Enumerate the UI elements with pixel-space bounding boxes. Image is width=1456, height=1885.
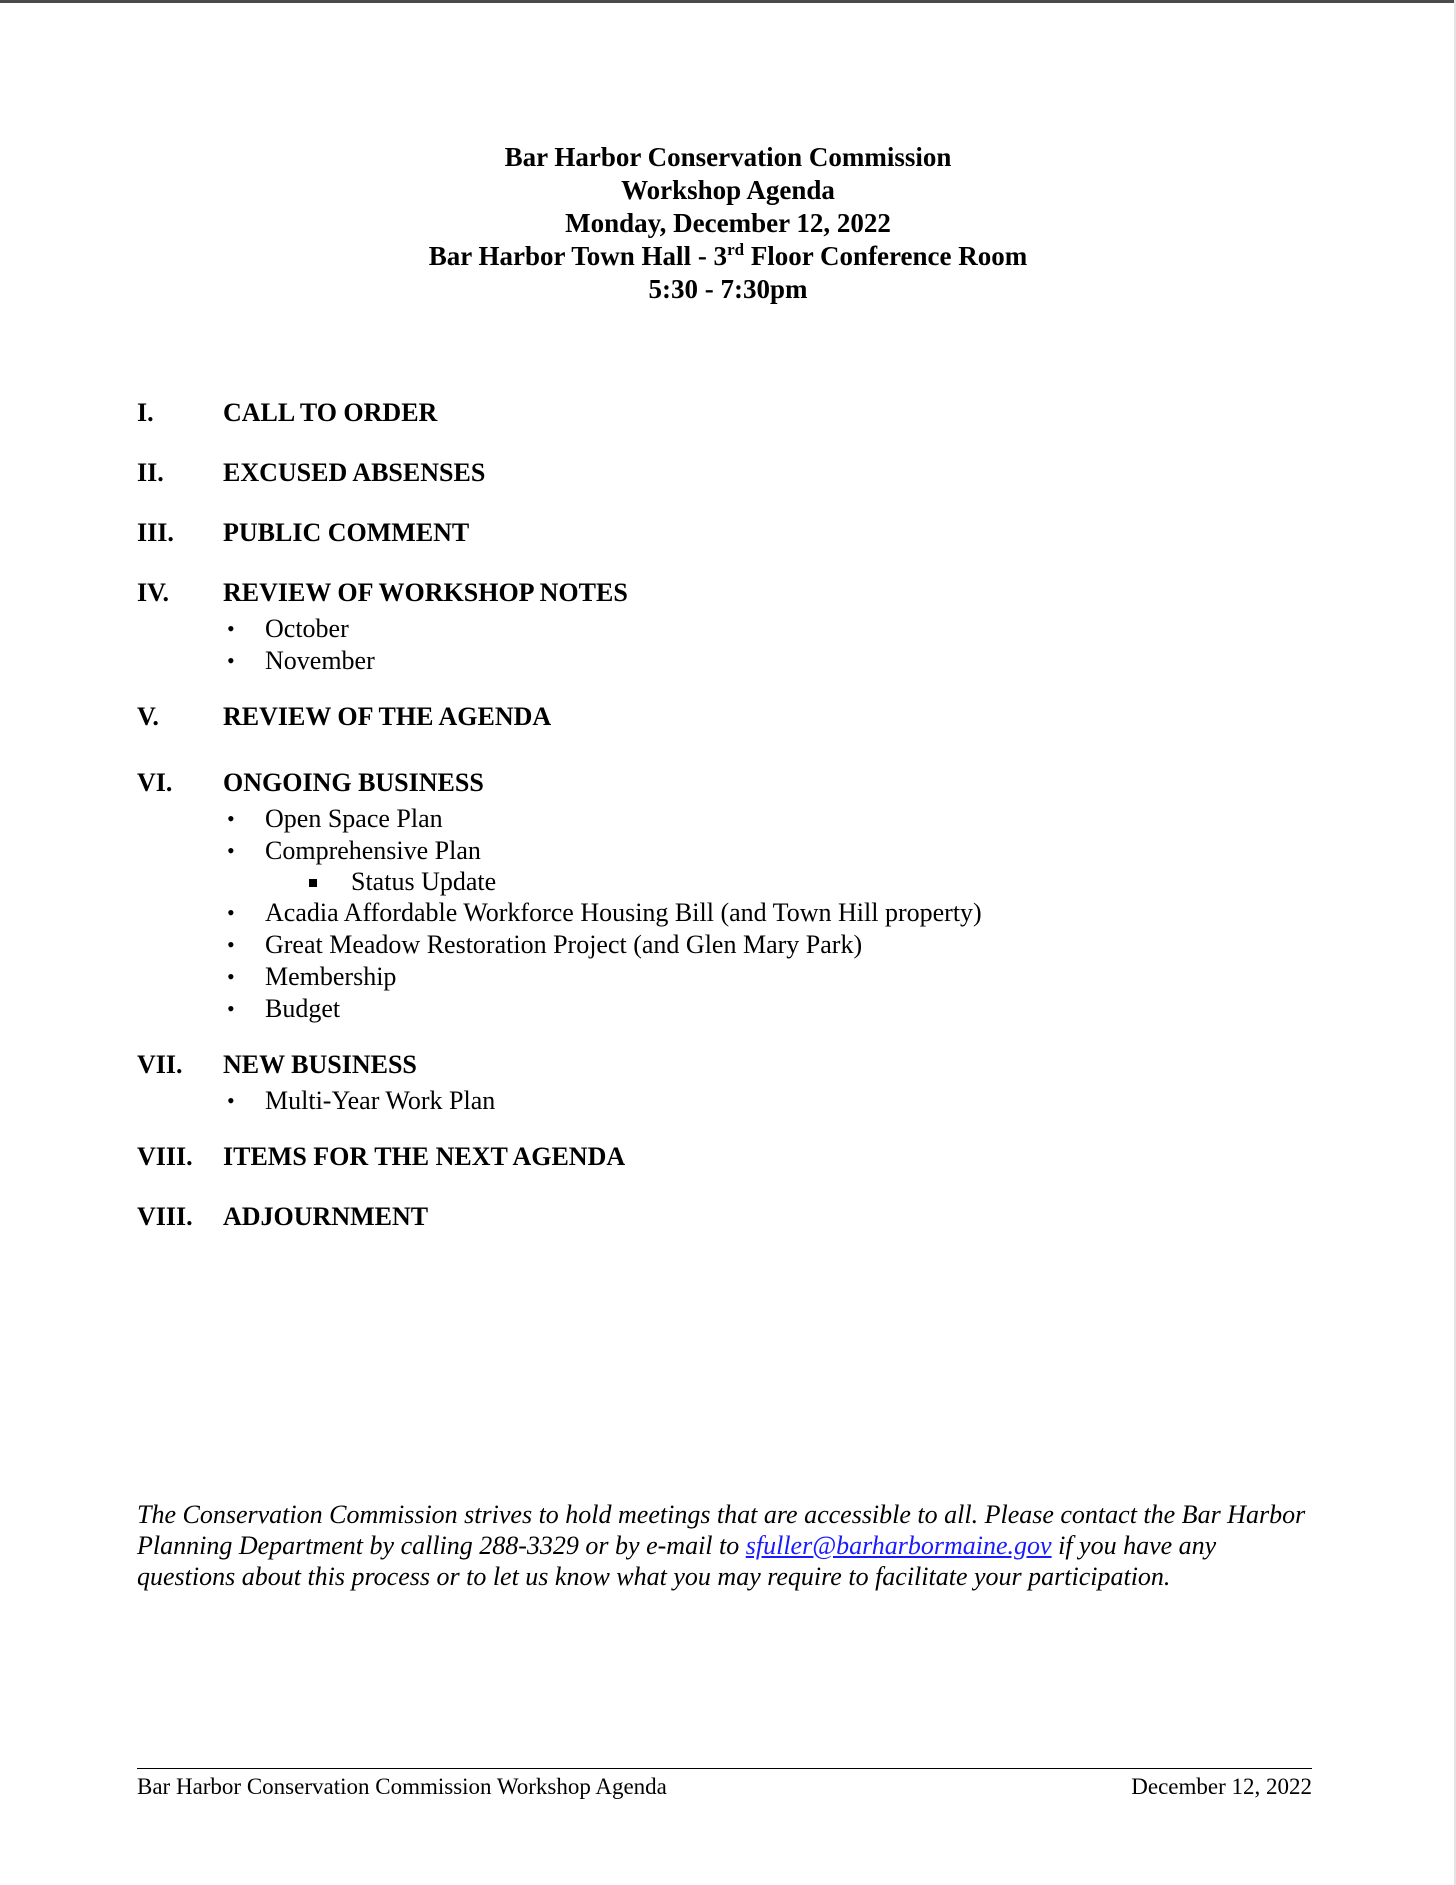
document-type: Workshop Agenda [621, 175, 835, 205]
list-item [137, 613, 1317, 645]
meeting-date: Monday, December 12, 2022 [565, 208, 891, 238]
bullet-list [137, 803, 1317, 1025]
sub-list-item-text: Status Update [351, 867, 497, 896]
bullet-icon: • [227, 838, 235, 863]
section-number: VIII. [137, 1202, 193, 1231]
section-heading [137, 573, 1317, 613]
list-item-text: Great Meadow Restoration Project (and Glen Mary Park) [265, 930, 863, 959]
section-title: NEW BUSINESS [223, 1050, 417, 1079]
list-item-text: Acadia Affordable Workforce Housing Bill (and Town Hill property) [265, 898, 982, 927]
accessibility-notice [137, 1499, 1317, 1592]
list-item [137, 803, 1317, 835]
section-heading [137, 1197, 1317, 1237]
section-title: PUBLIC COMMENT [223, 518, 470, 547]
section-number: V. [137, 702, 159, 731]
top-border [0, 0, 1456, 3]
sub-list-item [137, 867, 1317, 897]
section-number: II. [137, 458, 164, 487]
section-heading [137, 1137, 1317, 1177]
list-item [137, 929, 1317, 961]
list-item [137, 1085, 1317, 1117]
agenda-section [137, 763, 1317, 1025]
section-title: ITEMS FOR THE NEXT AGENDA [223, 1142, 626, 1171]
notice-text-before: The Conservation Commission strives to hold meetings that are accessible to all. Please contact the Bar Harbor Planning Department by calling 288-3329 or by e-mail to [137, 1500, 1306, 1560]
list-item-text: October [265, 614, 349, 643]
list-item [137, 897, 1317, 929]
list-item-text: Membership [265, 962, 397, 991]
list-item-text: Multi-Year Work Plan [265, 1086, 496, 1115]
footer-date: December 12, 2022 [1131, 1774, 1312, 1799]
section-number: IV. [137, 578, 170, 607]
list-item [137, 961, 1317, 993]
agenda-section [137, 513, 1317, 553]
section-heading [137, 1045, 1317, 1085]
meeting-location [0, 240, 1456, 273]
section-heading [137, 697, 1317, 737]
bullet-icon: • [227, 900, 235, 925]
bullet-list [137, 1085, 1317, 1117]
notice-text-after: if you have any questions about this process or to let us know what you may require to facilitate your participation. [137, 1531, 1217, 1591]
list-item-text: Budget [265, 994, 341, 1023]
bullet-icon: • [227, 648, 235, 673]
section-number: VIII. [137, 1142, 193, 1171]
section-heading [137, 513, 1317, 553]
section-title: REVIEW OF THE AGENDA [223, 702, 552, 731]
agenda-section [137, 1197, 1317, 1237]
section-heading [137, 763, 1317, 803]
agenda-section [137, 453, 1317, 493]
section-title: ONGOING BUSINESS [223, 768, 484, 797]
list-item-text: November [265, 646, 375, 675]
list-item-text: Open Space Plan [265, 804, 443, 833]
bullet-icon: • [227, 806, 235, 831]
list-item [137, 835, 1317, 867]
agenda-section [137, 1045, 1317, 1117]
bullet-icon: • [227, 964, 235, 989]
section-heading [137, 453, 1317, 493]
section-number: VI. [137, 768, 173, 797]
list-item [137, 993, 1317, 1025]
organization-title: Bar Harbor Conservation Commission [504, 142, 952, 172]
bullet-icon: • [227, 996, 235, 1021]
section-number: I. [137, 398, 154, 427]
section-title: REVIEW OF WORKSHOP NOTES [223, 578, 628, 607]
email-link[interactable]: sfuller@barharbormaine.gov [745, 1531, 1052, 1560]
footer-divider [137, 1768, 1312, 1769]
agenda-section [137, 697, 1317, 737]
square-bullet-icon [309, 879, 317, 887]
section-title: ADJOURNMENT [223, 1202, 429, 1231]
bullet-icon: • [227, 616, 235, 641]
section-number: III. [137, 518, 174, 547]
page-footer [137, 1772, 1312, 1802]
section-number: VII. [137, 1050, 183, 1079]
agenda-section [137, 393, 1317, 433]
bullet-icon: • [227, 932, 235, 957]
bullet-list [137, 613, 1317, 677]
section-title: CALL TO ORDER [223, 398, 438, 427]
meeting-time: 5:30 - 7:30pm [648, 274, 808, 304]
section-title: EXCUSED ABSENSES [223, 458, 486, 487]
footer-title: Bar Harbor Conservation Commission Workshop Agenda [137, 1774, 667, 1799]
location-prefix: Bar Harbor Town Hall - 3 [428, 241, 728, 271]
list-item-text: Comprehensive Plan [265, 836, 481, 865]
section-heading [137, 393, 1317, 433]
bullet-icon: • [227, 1088, 235, 1113]
agenda-section [137, 1137, 1317, 1177]
agenda-list [137, 393, 1317, 1237]
agenda-section [137, 573, 1317, 677]
location-suffix: Floor Conference Room [744, 241, 1028, 271]
location-ordinal: rd [727, 240, 745, 259]
list-item [137, 645, 1317, 677]
document-header [0, 141, 1456, 306]
